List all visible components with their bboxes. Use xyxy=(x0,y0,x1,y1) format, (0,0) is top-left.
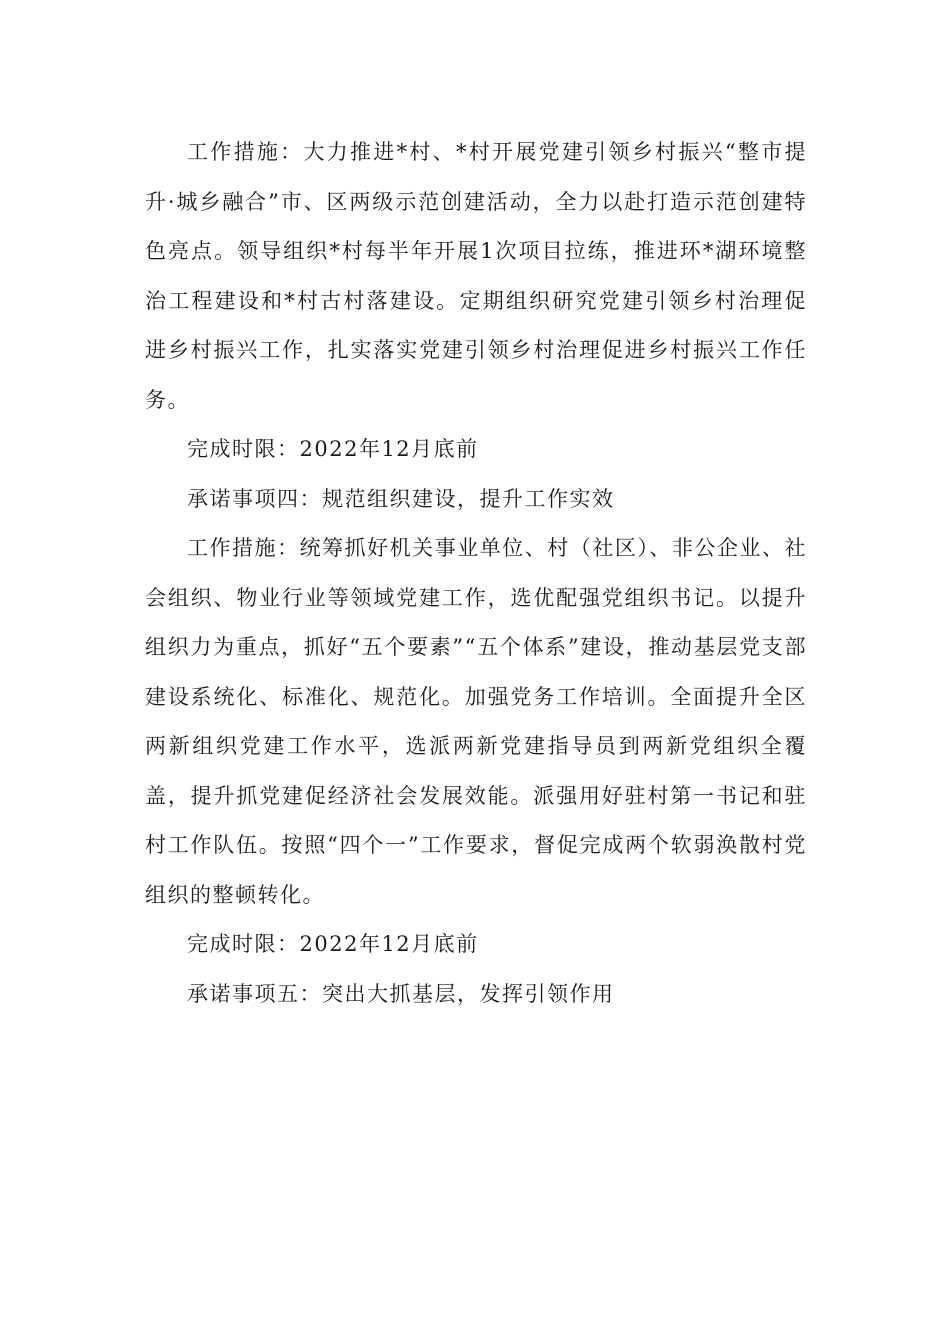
deadline-paragraph-3: 完成时限：2022年12月底前 xyxy=(187,437,479,461)
measures-paragraph-4: 工作措施：统筹抓好机关事业单位、村（社区）、非公企业、社会组织、物业行业等领域党建工作，选优配强党组织书记。以提升组织力为重点，抓好“五个要素”“五个体系”建设，推动基层党支部建设系统化、标准化、规范化。加强党务工作培训。全面提升全区两新组织党建工作水平，选派两新党建指导员到两新党组织全覆盖，提升抓党建促经济社会发展效能。派强用好驻村第一书记和驻村工作队伍。按照“四个一”工作要求，督促完成两个软弱涣散村党组织的整顿转化。 xyxy=(145,536,807,907)
deadline-paragraph-4: 完成时限：2022年12月底前 xyxy=(187,932,479,956)
commitment-heading-5: 承诺事项五：突出大抓基层，发挥引领作用 xyxy=(187,981,615,1006)
measures-paragraph-3: 工作措施：大力推进*村、*村开展党建引领乡村振兴“整市提升·城乡融合”市、区两级示范创建活动，全力以赴打造示范创建特色亮点。领导组织*村每半年开展1次项目拉练，推进环*湖环境整治工程建设和*村古村落建设。定期组织研究党建引领乡村治理促进乡村振兴工作，扎实落实党建引领乡村治理促进乡村振兴工作任务。 xyxy=(145,140,807,412)
document-body xyxy=(145,128,807,1019)
commitment-heading-4: 承诺事项四：规范组织建设，提升工作实效 xyxy=(187,486,615,511)
